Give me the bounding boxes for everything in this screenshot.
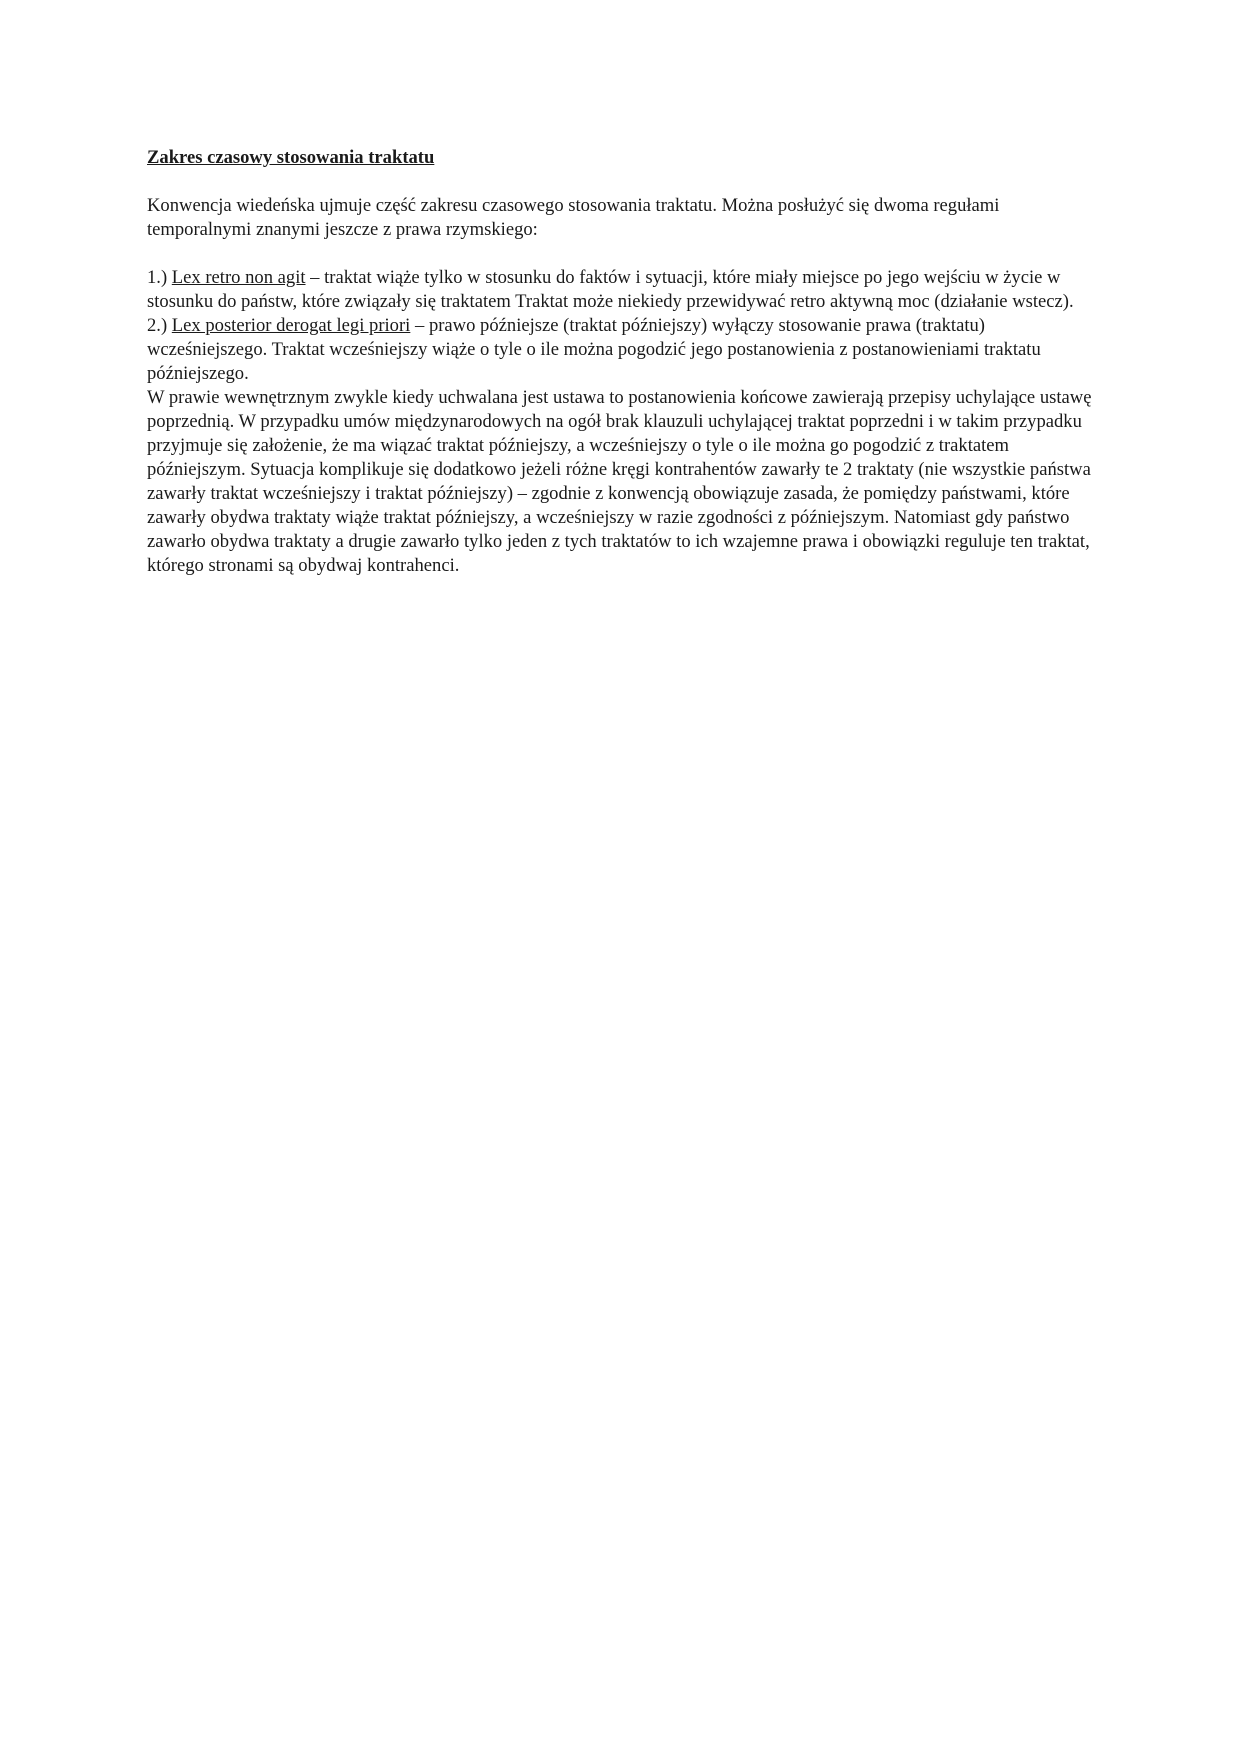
rule-item-1: [147, 266, 1097, 314]
rule-item-1-term: Lex retro non agit: [171, 267, 306, 288]
rule-item-1-text: – traktat wiąże tylko w stosunku do faktów i sytuacji, które miały miejsce po jego wejściu w życie w stosunku do państw, które związały się traktatem Traktat może niekiedy przewidywać retro aktywną moc (działanie wstecz).: [147, 267, 1074, 312]
document-body: [147, 146, 1097, 578]
rule-item-2-number: 2.): [147, 315, 168, 336]
rule-item-2-text: – prawo późniejsze (traktat późniejszy) wyłączy stosowanie prawa (traktatu) wcześniejszego. Traktat wcześniejszy wiąże o tyle o ile można pogodzić jego postanowienia z postanowieniami traktatu późniejszego.: [147, 315, 1041, 384]
rule-item-2-term: Lex posterior derogat legi priori: [171, 315, 411, 336]
document-title: Zakres czasowy stosowania traktatu: [147, 147, 435, 168]
closing-paragraph: W prawie wewnętrznym zwykle kiedy uchwalana jest ustawa to postanowienia końcowe zawierają przepisy uchylające ustawę poprzednią. W przypadku umów międzynarodowych na ogół brak klauzuli uchylającej traktat poprzedni i w takim przypadku przyjmuje się założenie, że ma wiązać traktat późniejszy, a wcześniejszy o tyle o ile można go pogodzić z traktatem późniejszym. Sytuacja komplikuje się dodatkowo jeżeli różne kręgi kontrahentów zawarły te 2 traktaty (nie wszystkie państwa zawarły traktat wcześniejszy i traktat późniejszy) – zgodnie z konwencją obowiązuje zasada, że pomiędzy państwami, które zawarły obydwa traktaty wiąże traktat późniejszy, a wcześniejszy w razie zgodności z późniejszym. Natomiast gdy państwo zawarło obydwa traktaty a drugie zawarło tylko jeden z tych traktatów to ich wzajemne prawa i obowiązki reguluje ten traktat, którego stronami są obydwaj kontrahenci.: [147, 387, 1092, 576]
rule-item-1-number: 1.): [147, 267, 168, 288]
paragraph-spacer: [147, 242, 1097, 266]
rule-item-2: [147, 314, 1097, 386]
intro-paragraph: Konwencja wiedeńska ujmuje część zakresu czasowego stosowania traktatu. Można posłużyć się dwoma regułami temporalnymi znanymi jeszcze z prawa rzymskiego:: [147, 195, 1000, 240]
